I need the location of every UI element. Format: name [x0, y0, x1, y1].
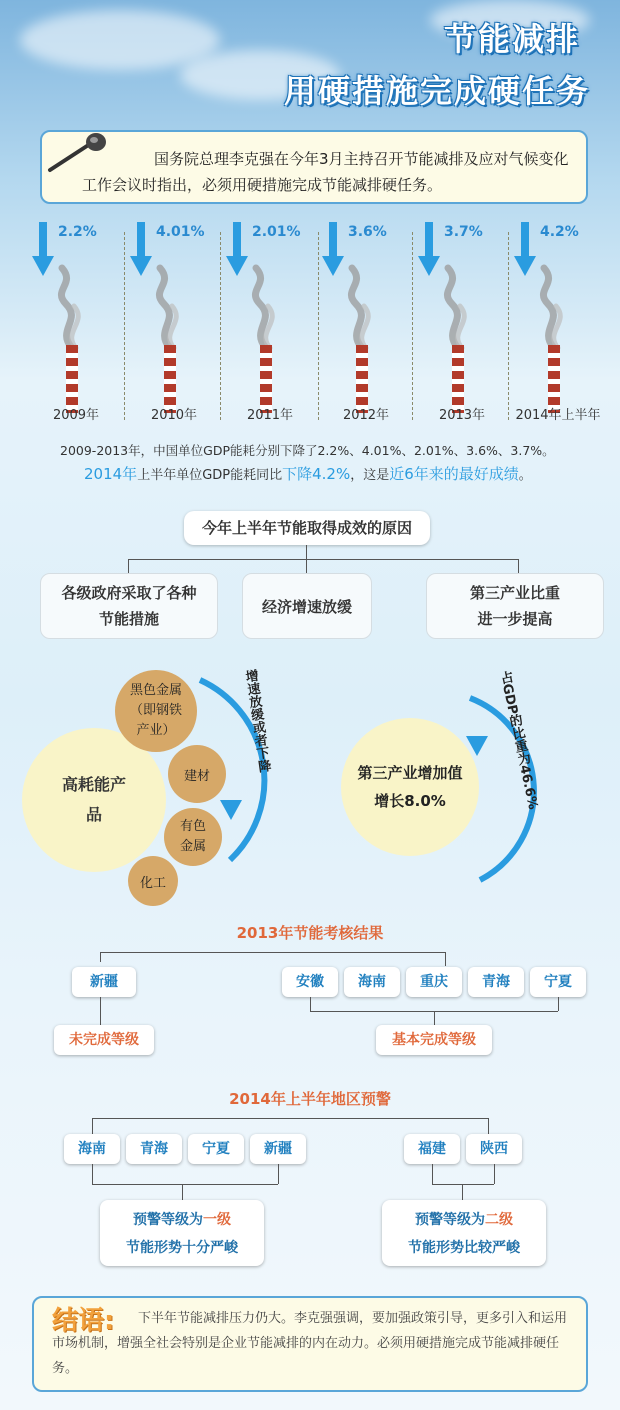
region-ningxia: 宁夏 — [530, 967, 586, 997]
connector — [306, 559, 307, 573]
connector — [558, 997, 559, 1011]
connector — [100, 997, 101, 1025]
year-label: 2014年上半年 — [515, 408, 601, 423]
note-decline: 下降4.2% — [282, 465, 351, 483]
chimney-icon — [260, 345, 272, 413]
connector — [432, 1164, 433, 1184]
warning-title: 2014年上半年地区预警 — [229, 1090, 391, 1108]
region-ningxia: 宁夏 — [188, 1134, 244, 1164]
cloud — [20, 10, 220, 70]
region-hainan: 海南 — [344, 967, 400, 997]
connector — [128, 559, 518, 560]
chimney-column — [414, 220, 510, 430]
ferrous-metal-circle: 黑色金属（即钢铁产业） — [115, 670, 197, 752]
warning-text: 节能形势十分严峻 — [126, 1240, 238, 1256]
decline-percent: 3.6% — [348, 224, 387, 240]
region-anhui: 安徽 — [282, 967, 338, 997]
year-label: 2013年 — [438, 408, 486, 423]
divider — [220, 232, 221, 420]
smoke-icon — [144, 260, 204, 350]
smoke-icon — [432, 260, 492, 350]
note-year: 2014年 — [84, 465, 138, 483]
year-label: 2010年 — [150, 408, 198, 423]
chemical-circle: 化工 — [128, 856, 178, 906]
microphone-icon — [44, 130, 114, 180]
tertiary-line1: 第三产业增加值 — [357, 764, 463, 782]
conclusion-text: 下半年节能减排压力仍大。李克强强调，要加强政策引导，更多引入和运用市场机制，增强全社会特别是企业节能减排的内在动力。必须用硬措施完成节能减排硬任务。 — [52, 1311, 568, 1376]
assessment-title: 2013年节能考核结果 — [236, 924, 384, 942]
connector — [182, 1184, 183, 1200]
building-material-circle: 建材 — [168, 745, 226, 803]
region-xinjiang: 新疆 — [250, 1134, 306, 1164]
connector — [432, 1184, 494, 1185]
region-hainan: 海南 — [64, 1134, 120, 1164]
chimney-column — [126, 220, 222, 430]
smoke-icon — [240, 260, 300, 350]
reasons-title: 今年上半年节能取得成效的原因 — [184, 511, 430, 545]
note-text: ，这是 — [350, 468, 390, 483]
warning-level-1 — [100, 1200, 264, 1266]
warning-level: 二级 — [485, 1212, 513, 1228]
connector — [462, 1184, 463, 1200]
chimney-icon — [452, 345, 464, 413]
summary-note: 2009-2013年，中国单位GDP能耗分别下降了2.2%、4.01%、2.01%、3.6%、3.7%。 — [60, 443, 555, 458]
connector — [434, 1011, 435, 1025]
connector — [494, 1164, 495, 1184]
reason-box: 经济增速放缓 — [242, 573, 372, 639]
connector — [92, 1164, 93, 1184]
region-chongqing: 重庆 — [406, 967, 462, 997]
tertiary-arc-label: 占GDP的比重为46.6% — [496, 669, 541, 811]
decline-percent: 3.7% — [444, 224, 483, 240]
connector — [445, 952, 446, 966]
chimney-column — [28, 220, 124, 430]
connector — [100, 952, 101, 962]
connector — [488, 1118, 489, 1134]
note-best: 近6年来的最好成绩 — [389, 465, 519, 483]
chimney-column — [318, 220, 414, 430]
reason-box: 各级政府采取了各种节能措施 — [40, 573, 218, 639]
chimney-column — [222, 220, 318, 430]
intro-box — [40, 130, 588, 204]
chimney-icon — [356, 345, 368, 413]
connector — [92, 1184, 278, 1185]
year-label: 2009年 — [52, 408, 100, 423]
connector — [92, 1118, 488, 1119]
note-text: 。 — [518, 468, 532, 483]
warning-level: 一级 — [203, 1212, 231, 1228]
connector — [100, 952, 445, 953]
region-qinghai: 青海 — [468, 967, 524, 997]
region-qinghai: 青海 — [126, 1134, 182, 1164]
connector — [310, 997, 311, 1011]
year-label: 2011年 — [246, 408, 294, 423]
warning-text: 节能形势比较严峻 — [408, 1240, 520, 1256]
year-label: 2012年 — [342, 408, 390, 423]
divider — [124, 232, 125, 420]
smoke-icon — [336, 260, 396, 350]
high-energy-circle: 高耗能产品 — [22, 728, 166, 872]
region-xinjiang: 新疆 — [72, 967, 136, 997]
unfinished-label: 未完成等级 — [54, 1025, 154, 1055]
chimney-icon — [164, 345, 176, 413]
tertiary-line2: 增长8.0% — [374, 792, 446, 810]
smoke-icon — [528, 260, 588, 350]
decline-percent: 2.2% — [58, 224, 97, 240]
smoke-icon — [46, 260, 106, 350]
connector — [92, 1118, 93, 1134]
decline-percent: 4.01% — [156, 224, 205, 240]
page-title: 节能减排 — [443, 20, 580, 58]
highlight-note — [84, 463, 532, 484]
region-shaanxi: 陕西 — [466, 1134, 522, 1164]
connector — [128, 559, 129, 573]
note-text: 上半年单位GDP能耗同比 — [137, 468, 283, 483]
chimney-icon — [66, 345, 78, 413]
finished-label: 基本完成等级 — [376, 1025, 492, 1055]
chimney-column — [510, 220, 606, 430]
connector — [306, 545, 307, 559]
region-fujian: 福建 — [404, 1134, 460, 1164]
warning-level-2 — [382, 1200, 546, 1266]
warning-text: 预警等级为 — [415, 1212, 485, 1228]
chimney-icon — [548, 345, 560, 413]
connector — [278, 1164, 279, 1184]
reason-box: 第三产业比重进一步提高 — [426, 573, 604, 639]
decline-percent: 2.01% — [252, 224, 301, 240]
divider — [412, 232, 413, 420]
connector — [518, 559, 519, 573]
decline-percent: 4.2% — [540, 224, 579, 240]
intro-text: 国务院总理李克强在今年3月主持召开节能减排及应对气候变化工作会议时指出，必须用硬措施完成节能减排硬任务。 — [82, 150, 569, 194]
divider — [318, 232, 319, 420]
energy-arc-label: 增速放缓或者下降 — [241, 668, 272, 774]
nonferrous-metal-circle: 有色金属 — [164, 808, 222, 866]
warning-text: 预警等级为 — [133, 1212, 203, 1228]
page-subtitle: 用硬措施完成硬任务 — [283, 72, 590, 110]
conclusion-label: 结语: — [52, 1306, 115, 1336]
divider — [508, 232, 509, 420]
